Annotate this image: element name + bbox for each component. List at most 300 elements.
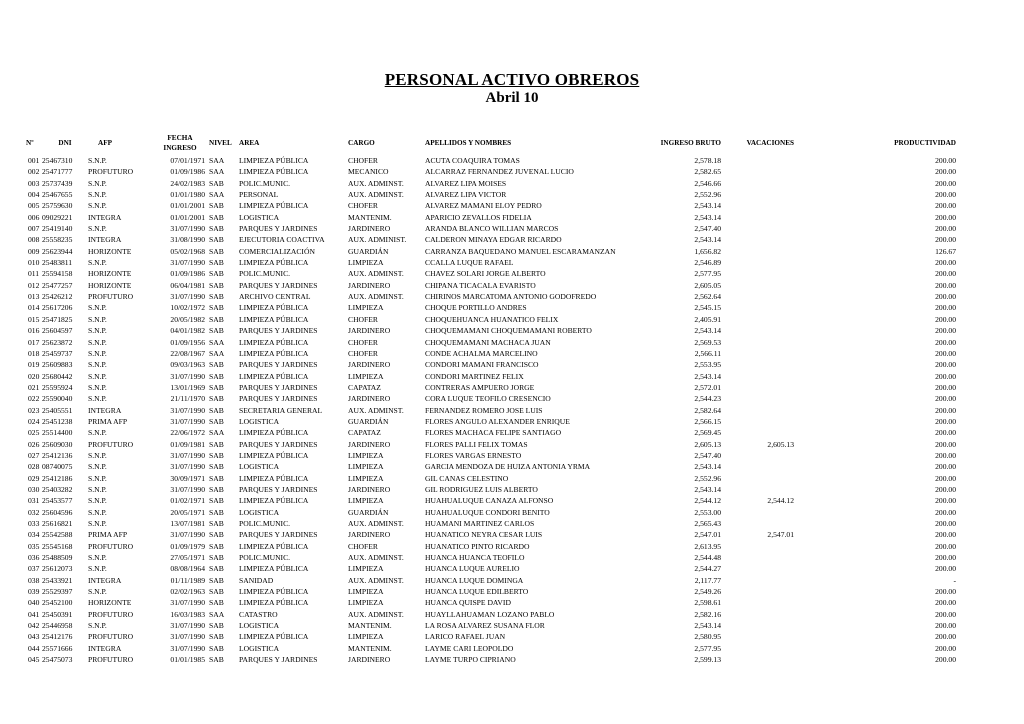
cell-n: 021: [28, 382, 40, 392]
cell-dni: 25412136: [42, 450, 73, 460]
cell-cargo: JARDINERO: [348, 484, 391, 494]
cell-dni: 25604596: [42, 507, 73, 517]
cell-vacaciones: [721, 257, 794, 268]
cell-nivel: SAB: [209, 541, 224, 551]
cell-dni: 25759630: [42, 201, 73, 211]
cell-nivel: SAA: [209, 156, 225, 165]
cell-productividad: 200.00: [935, 564, 956, 574]
table-row: [26, 155, 956, 166]
cell-ingreso: 2,543.14: [694, 462, 721, 472]
cell-vacaciones: [721, 643, 794, 654]
cell-ingreso: 2,552.96: [694, 473, 721, 483]
cell-cargo: LIMPIEZA: [348, 564, 384, 574]
table-row: [26, 620, 956, 631]
cell-apellidos: CONDORI MARTINEZ FELIX: [425, 371, 524, 381]
header-nivel: NIVEL: [209, 139, 232, 147]
cell-nivel: SAB: [209, 235, 224, 245]
cell-productividad: 200.00: [935, 201, 956, 211]
cell-vacaciones: [721, 212, 794, 223]
cell-fecha: 22/08/1967: [170, 348, 205, 358]
cell-nivel: SAB: [209, 473, 224, 483]
cell-area: LIMPIEZA PÚBLICA: [239, 473, 309, 483]
cell-area: LIMPIEZA PÚBLICA: [239, 156, 309, 165]
cell-dni: 25594158: [42, 269, 73, 279]
cell-nivel: SAB: [209, 201, 224, 211]
cell-cargo: JARDINERO: [348, 326, 391, 336]
cell-apellidos: CONDORI MAMANI FRANCISCO: [425, 360, 539, 370]
cell-area: LOGISTICA: [239, 621, 280, 631]
cell-ingreso: 2,613.95: [694, 541, 721, 551]
personnel-table: [26, 131, 956, 665]
cell-apellidos: FLORES PALLI FELIX TOMAS: [425, 439, 528, 449]
cell-n: 022: [28, 394, 40, 404]
cell-nivel: SAB: [209, 575, 224, 585]
cell-area: POLIC.MUNIC.: [239, 178, 291, 188]
cell-apellidos: HUANATICO NEYRA CESAR LUIS: [425, 530, 543, 540]
cell-fecha: 31/07/1990: [170, 598, 205, 608]
cell-n: 033: [28, 519, 40, 528]
cell-vacaciones: [721, 541, 794, 552]
header-dni: DNI: [58, 139, 72, 147]
cell-apellidos: LA ROSA ALVAREZ SUSANA FLOR: [425, 621, 545, 631]
cell-n: 044: [28, 643, 40, 653]
table-row: [26, 405, 956, 416]
cell-area: LIMPIEZA PÚBLICA: [239, 167, 309, 177]
cell-ingreso: 2,577.95: [694, 269, 721, 279]
cell-afp: S.N.P.: [88, 587, 107, 597]
cell-cargo: CAPATAZ: [348, 382, 381, 392]
cell-afp: S.N.P.: [88, 382, 107, 392]
cell-n: 029: [28, 473, 40, 483]
cell-n: 045: [28, 655, 40, 665]
cell-vacaciones: [721, 575, 794, 586]
cell-area: CATASTRO: [239, 609, 278, 619]
cell-area: PARQUES Y JARDINES: [239, 655, 318, 665]
cell-area: ARCHIVO CENTRAL: [239, 292, 311, 302]
cell-n: 012: [28, 280, 40, 290]
cell-ingreso: 2,605.05: [694, 280, 721, 290]
cell-cargo: CHOFER: [348, 348, 378, 358]
cell-vacaciones: [721, 246, 794, 257]
cell-fecha: 10/02/1972: [170, 303, 205, 313]
cell-afp: S.N.P.: [88, 201, 107, 211]
cell-productividad: 200.00: [935, 609, 956, 619]
cell-productividad: 200.00: [935, 280, 956, 290]
table-row: [26, 393, 956, 404]
table-row: [26, 291, 956, 302]
cell-nivel: SAB: [209, 258, 224, 268]
cell-apellidos: CHOQUEHUANCA HUANATICO FELIX: [425, 314, 559, 324]
table-row: [26, 212, 956, 223]
table-row: [26, 473, 956, 484]
cell-vacaciones: [721, 189, 794, 200]
cell-ingreso: 2,549.26: [694, 587, 721, 597]
cell-productividad: 200.00: [935, 462, 956, 472]
cell-nivel: SAB: [209, 416, 224, 426]
cell-fecha: 31/07/1990: [170, 484, 205, 494]
cell-productividad: 200.00: [935, 394, 956, 404]
cell-nivel: SAB: [209, 655, 224, 665]
cell-ingreso: 2,544.27: [694, 564, 721, 574]
cell-apellidos: CALDERON MINAYA EDGAR RICARDO: [425, 235, 562, 245]
cell-area: PARQUES Y JARDINES: [239, 382, 318, 392]
cell-area: LIMPIEZA PÚBLICA: [239, 541, 309, 551]
table-row: [26, 563, 956, 574]
cell-productividad: 200.00: [935, 360, 956, 370]
cell-productividad: 200.00: [935, 212, 956, 222]
cell-afp: INTEGRA: [88, 575, 122, 585]
cell-apellidos: CORA LUQUE TEOFILO CRESENCIO: [425, 394, 551, 404]
cell-area: PARQUES Y JARDINES: [239, 280, 318, 290]
cell-ingreso: 2,553.95: [694, 360, 721, 370]
cell-vacaciones: [721, 178, 794, 189]
cell-area: COMERCIALIZACIÓN: [239, 246, 315, 256]
cell-productividad: 200.00: [935, 553, 956, 563]
cell-area: LIMPIEZA PÚBLICA: [239, 450, 309, 460]
cell-vacaciones: 2,605.13: [767, 439, 794, 449]
cell-apellidos: HUAHUALUQUE CANAZA ALFONSO: [425, 496, 554, 506]
cell-cargo: GUARDIÁN: [348, 246, 389, 256]
cell-cargo: CHOFER: [348, 314, 378, 324]
cell-area: PARQUES Y JARDINES: [239, 326, 318, 336]
cell-dni: 25542588: [42, 530, 73, 540]
cell-fecha: 31/07/1990: [170, 450, 205, 460]
cell-vacaciones: [721, 609, 794, 620]
cell-dni: 25450391: [42, 609, 73, 619]
cell-ingreso: 2,544.12: [694, 496, 721, 506]
cell-afp: S.N.P.: [88, 507, 107, 517]
cell-vacaciones: [721, 223, 794, 234]
table-row: [26, 461, 956, 472]
cell-productividad: 200.00: [935, 371, 956, 381]
cell-vacaciones: [721, 563, 794, 574]
cell-vacaciones: [721, 586, 794, 597]
cell-fecha: 31/07/1990: [170, 530, 205, 540]
cell-dni: 25483811: [42, 258, 73, 268]
table-row: [26, 529, 956, 540]
table-row: [26, 541, 956, 552]
cell-dni: 25453577: [42, 496, 73, 506]
cell-fecha: 06/04/1981: [170, 280, 205, 290]
cell-cargo: LIMPIEZA: [348, 303, 384, 313]
cell-afp: HORIZONTE: [88, 246, 132, 256]
cell-cargo: MANTENIM.: [348, 212, 392, 222]
cell-fecha: 01/09/1956: [170, 337, 205, 347]
cell-n: 037: [28, 564, 40, 574]
cell-dni: 25405551: [42, 405, 73, 415]
cell-area: PARQUES Y JARDINES: [239, 360, 318, 370]
cell-fecha: 07/01/1971: [170, 156, 205, 165]
cell-area: EJECUTORIA COACTIVA: [239, 235, 325, 245]
cell-fecha: 13/07/1981: [170, 519, 205, 528]
cell-ingreso: 2,547.40: [694, 450, 721, 460]
cell-cargo: JARDINERO: [348, 655, 391, 665]
cell-vacaciones: [721, 450, 794, 461]
cell-ingreso: 2,599.13: [694, 655, 721, 665]
cell-area: PARQUES Y JARDINES: [239, 530, 318, 540]
cell-fecha: 24/02/1983: [170, 178, 205, 188]
cell-vacaciones: [721, 473, 794, 484]
cell-n: 009: [28, 246, 40, 256]
cell-n: 005: [28, 201, 40, 211]
cell-afp: INTEGRA: [88, 643, 122, 653]
cell-ingreso: 2,562.64: [694, 292, 721, 302]
cell-afp: S.N.P.: [88, 303, 107, 313]
cell-productividad: 200.00: [935, 269, 956, 279]
cell-ingreso: 2,605.13: [694, 439, 721, 449]
cell-nivel: SAB: [209, 303, 224, 313]
cell-productividad: 200.00: [935, 428, 956, 438]
cell-fecha: 31/07/1990: [170, 416, 205, 426]
cell-fecha: 27/05/1971: [170, 553, 205, 563]
cell-vacaciones: [721, 620, 794, 631]
cell-afp: S.N.P.: [88, 473, 107, 483]
cell-area: LIMPIEZA PÚBLICA: [239, 303, 309, 313]
cell-cargo: JARDINERO: [348, 224, 391, 234]
cell-fecha: 01/02/1971: [170, 496, 205, 506]
header-area: AREA: [239, 139, 260, 147]
cell-afp: S.N.P.: [88, 496, 107, 506]
cell-dni: 08740075: [42, 462, 73, 472]
cell-nivel: SAB: [209, 439, 224, 449]
table-row: [26, 552, 956, 563]
cell-ingreso: 2,543.14: [694, 371, 721, 381]
cell-vacaciones: [721, 393, 794, 404]
cell-ingreso: 2,543.14: [694, 235, 721, 245]
cell-vacaciones: [721, 484, 794, 495]
cell-productividad: 200.00: [935, 643, 956, 653]
table-row: [26, 166, 956, 177]
table-row: [26, 371, 956, 382]
cell-apellidos: CONDE ACHALMA MARCELINO: [425, 348, 538, 358]
cell-apellidos: HUANCA HUANCA TEOFILO: [425, 553, 525, 563]
cell-apellidos: HUANCA LUQUE DOMINGA: [425, 575, 524, 585]
cell-dni: 25419140: [42, 224, 73, 234]
header-fecha-ingreso: FECHA INGRESO: [163, 134, 197, 152]
cell-n: 042: [28, 621, 40, 631]
cell-fecha: 31/07/1990: [170, 643, 205, 653]
table-row: [26, 416, 956, 427]
cell-productividad: 200.00: [935, 292, 956, 302]
cell-ingreso: 2,569.45: [694, 428, 721, 438]
cell-afp: PROFUTURO: [88, 167, 134, 177]
table-row: [26, 348, 956, 359]
cell-n: 002: [28, 167, 40, 177]
cell-productividad: 200.00: [935, 416, 956, 426]
cell-afp: S.N.P.: [88, 178, 107, 188]
cell-fecha: 13/01/1969: [170, 382, 205, 392]
cell-n: 023: [28, 405, 40, 415]
cell-vacaciones: [721, 552, 794, 563]
cell-n: 036: [28, 553, 40, 563]
cell-fecha: 01/01/2001: [170, 212, 205, 222]
cell-afp: S.N.P.: [88, 621, 107, 631]
cell-vacaciones: [721, 405, 794, 416]
cell-dni: 25471777: [42, 167, 73, 177]
cell-productividad: 126.67: [935, 246, 956, 256]
cell-afp: PROFUTURO: [88, 541, 134, 551]
cell-nivel: SAB: [209, 632, 224, 642]
cell-cargo: LIMPIEZA: [348, 496, 384, 506]
cell-productividad: 200.00: [935, 598, 956, 608]
header-apellidos: APELLIDOS Y NOMBRES: [425, 139, 512, 147]
cell-ingreso: 2,582.64: [694, 405, 721, 415]
cell-vacaciones: [721, 348, 794, 359]
header-ingreso-bruto: INGRESO BRUTO: [660, 139, 721, 147]
cell-nivel: SAA: [209, 167, 225, 177]
table-row: [26, 643, 956, 654]
cell-n: 008: [28, 235, 40, 245]
cell-dni: 25609883: [42, 360, 73, 370]
cell-cargo: LIMPIEZA: [348, 473, 384, 483]
cell-cargo: AUX. ADMINST.: [348, 178, 404, 188]
cell-afp: HORIZONTE: [88, 280, 132, 290]
cell-cargo: JARDINERO: [348, 439, 391, 449]
cell-apellidos: ARANDA BLANCO WILLIAN MARCOS: [425, 224, 559, 234]
page-subtitle: Abril 10: [485, 90, 539, 106]
cell-ingreso: 2,577.95: [694, 643, 721, 653]
cell-apellidos: FLORES ANGULO ALEXANDER ENRIQUE: [425, 416, 570, 426]
cell-afp: S.N.P.: [88, 564, 107, 574]
cell-cargo: AUX. ADMINST.: [348, 190, 404, 200]
cell-cargo: JARDINERO: [348, 280, 391, 290]
cell-apellidos: APARICIO ZEVALLOS FIDELIA: [425, 212, 532, 222]
cell-dni: 25737439: [42, 178, 73, 188]
cell-n: 024: [28, 416, 40, 426]
cell-n: 027: [28, 450, 40, 460]
header-afp: AFP: [98, 139, 112, 147]
cell-afp: INTEGRA: [88, 212, 122, 222]
table-row: [26, 359, 956, 370]
cell-apellidos: CCALLA LUQUE RAFAEL: [425, 258, 514, 268]
cell-apellidos: ALVAREZ MAMANI ELOY PEDRO: [425, 201, 542, 211]
cell-afp: S.N.P.: [88, 190, 107, 200]
cell-fecha: 31/07/1990: [170, 462, 205, 472]
cell-apellidos: ACUTA COAQUIRA TOMAS: [425, 156, 520, 165]
cell-fecha: 22/06/1972: [170, 428, 205, 438]
cell-productividad: 200.00: [935, 156, 956, 165]
cell-fecha: 30/09/1971: [170, 473, 205, 483]
cell-n: 032: [28, 507, 40, 517]
cell-cargo: MECANICO: [348, 167, 389, 177]
cell-afp: S.N.P.: [88, 484, 107, 494]
table-row: [26, 484, 956, 495]
cell-cargo: CAPATAZ: [348, 428, 381, 438]
cell-afp: PROFUTURO: [88, 292, 134, 302]
cell-vacaciones: [721, 166, 794, 177]
cell-fecha: 01/01/1985: [170, 655, 205, 665]
cell-ingreso: 2,572.01: [694, 382, 721, 392]
cell-productividad: 200.00: [935, 541, 956, 551]
cell-apellidos: CHOQUEMAMANI MACHACA JUAN: [425, 337, 551, 347]
cell-area: LOGISTICA: [239, 643, 280, 653]
cell-area: PARQUES Y JARDINES: [239, 394, 318, 404]
cell-dni: 25412176: [42, 632, 73, 642]
cell-dni: 25412186: [42, 473, 73, 483]
table-row: [26, 495, 956, 506]
cell-dni: 25426212: [42, 292, 73, 302]
table-row: [26, 200, 956, 211]
cell-apellidos: CONTRERAS AMPUERO JORGE: [425, 382, 535, 392]
cell-fecha: 31/07/1990: [170, 405, 205, 415]
cell-fecha: 31/07/1990: [170, 292, 205, 302]
cell-apellidos: LAYME TURPO CIPRIANO: [425, 655, 516, 665]
cell-cargo: CHOFER: [348, 156, 378, 165]
cell-productividad: 200.00: [935, 326, 956, 336]
table-row: [26, 631, 956, 642]
table-row: [26, 302, 956, 313]
cell-area: LOGISTICA: [239, 462, 280, 472]
cell-nivel: SAB: [209, 292, 224, 302]
cell-afp: S.N.P.: [88, 428, 107, 438]
cell-nivel: SAB: [209, 360, 224, 370]
cell-cargo: LIMPIEZA: [348, 632, 384, 642]
cell-productividad: 200.00: [935, 382, 956, 392]
cell-fecha: 31/07/1990: [170, 632, 205, 642]
cell-afp: S.N.P.: [88, 314, 107, 324]
cell-dni: 25623944: [42, 246, 73, 256]
cell-nivel: SAB: [209, 212, 224, 222]
cell-cargo: CHOFER: [348, 201, 378, 211]
cell-ingreso: 2,582.65: [694, 167, 721, 177]
cell-nivel: SAB: [209, 519, 224, 528]
cell-productividad: 200.00: [935, 621, 956, 631]
cell-ingreso: 2,543.14: [694, 621, 721, 631]
cell-apellidos: HUAHUALUQUE CONDORI BENITO: [425, 507, 550, 517]
cell-area: LIMPIEZA PÚBLICA: [239, 348, 309, 358]
cell-apellidos: ALCARRAZ FERNANDEZ JUVENAL LUCIO: [425, 167, 574, 177]
cell-cargo: AUX. ADMINST.: [348, 405, 404, 415]
cell-apellidos: HUANCA QUISPE DAVID: [425, 598, 511, 608]
cell-nivel: SAA: [209, 337, 225, 347]
cell-fecha: 20/05/1982: [170, 314, 205, 324]
table-row: [26, 280, 956, 291]
cell-ingreso: 1,656.82: [694, 246, 721, 256]
cell-cargo: LIMPIEZA: [348, 258, 384, 268]
cell-dni: 25612073: [42, 564, 73, 574]
cell-productividad: 200.00: [935, 496, 956, 506]
cell-nivel: SAB: [209, 314, 224, 324]
cell-area: LIMPIEZA PÚBLICA: [239, 314, 309, 324]
cell-cargo: AUX. ADMINST.: [348, 609, 404, 619]
cell-apellidos: LARICO RAFAEL JUAN: [425, 632, 506, 642]
cell-dni: 25680442: [42, 371, 73, 381]
cell-nivel: SAB: [209, 269, 224, 279]
cell-ingreso: 2,566.15: [694, 416, 721, 426]
cell-cargo: JARDINERO: [348, 360, 391, 370]
cell-fecha: 09/03/1963: [170, 360, 205, 370]
cell-nivel: SAB: [209, 530, 224, 540]
cell-area: LIMPIEZA PÚBLICA: [239, 337, 309, 347]
cell-apellidos: GARCIA MENDOZA DE HUIZA ANTONIA YRMA: [425, 462, 591, 472]
cell-apellidos: LAYME CARI LEOPOLDO: [425, 643, 514, 653]
cell-productividad: 200.00: [935, 303, 956, 313]
cell-cargo: CHOFER: [348, 337, 378, 347]
cell-ingreso: 2,546.89: [694, 258, 721, 268]
cell-nivel: SAB: [209, 178, 224, 188]
cell-apellidos: CHOQUE PORTILLO ANDRES: [425, 303, 527, 313]
cell-dni: 25604597: [42, 326, 73, 336]
cell-area: LIMPIEZA PÚBLICA: [239, 258, 309, 268]
cell-area: LIMPIEZA PÚBLICA: [239, 371, 309, 381]
cell-productividad: 200.00: [935, 655, 956, 665]
table-row: [26, 314, 956, 325]
cell-afp: S.N.P.: [88, 450, 107, 460]
cell-productividad: 200.00: [935, 314, 956, 324]
cell-vacaciones: [721, 382, 794, 393]
cell-n: 031: [28, 496, 40, 506]
cell-n: 043: [28, 632, 40, 642]
